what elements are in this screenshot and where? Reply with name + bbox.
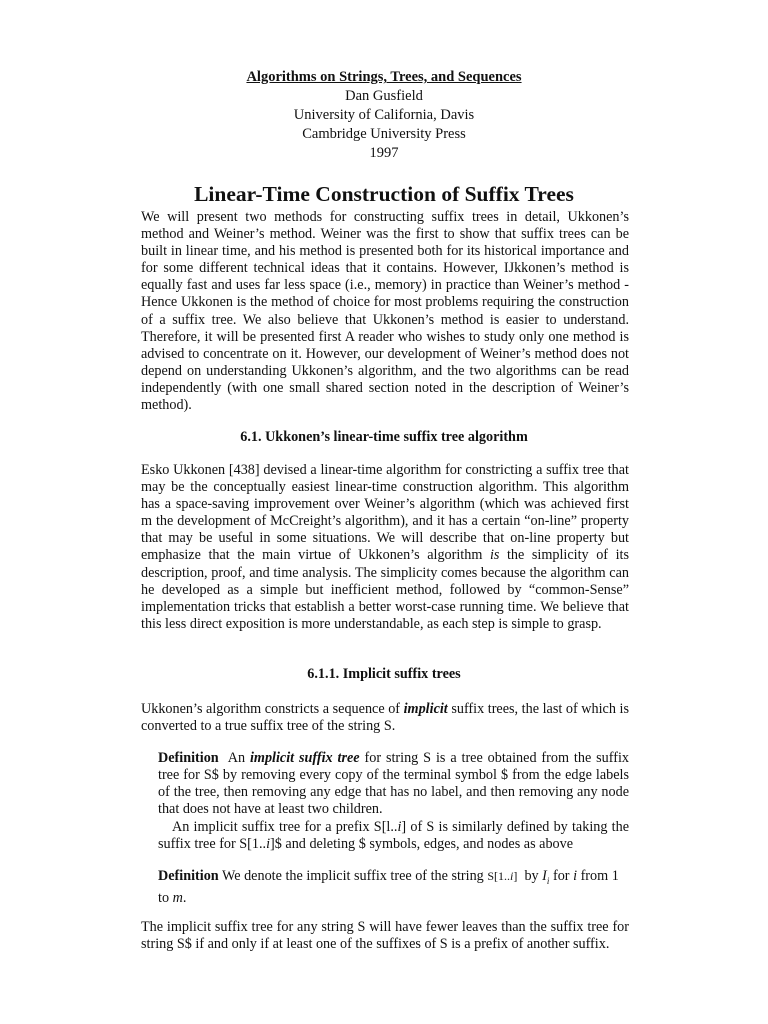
prefix-notation-close: ] (513, 869, 518, 883)
publication-year: 1997 (369, 145, 399, 161)
implicit-intro-paragraph (141, 701, 629, 735)
section-heading-6-1-1: 6.1.1. Implicit suffix trees (307, 666, 461, 682)
prefix-notation (487, 869, 517, 883)
notation-text: We denote the implicit suffix tree of the string (218, 868, 488, 884)
definition-implicit-suffix-tree (158, 750, 629, 818)
book-header (0, 68, 768, 163)
closing-paragraph: The implicit suffix tree for any string S will have fewer leaves than the suffix tree for string S$ if and only if at least one of the suffixes of S is a prefix of another suffix. (141, 919, 629, 953)
definition-text-body: for string S is a tree obtained from the suffix tree for S$ by removing every copy of the terminal symbol $ from the edge labels of the tree, then removing any edge that has no label, and then removing any node that does not have at least two children. (158, 750, 629, 818)
tree-symbol-letter: I (542, 868, 547, 884)
prefix-notation-start: S[1.. (487, 869, 510, 883)
ukkonen-paragraph (141, 462, 629, 633)
definition-notation (158, 868, 629, 907)
notation-for: for (549, 868, 574, 884)
book-title: Algorithms on Strings, Trees, and Sequences (246, 69, 522, 85)
intro-paragraph: We will present two methods for constructing suffix trees in detail, Ukkonen’s method and Weiner’s method. Weiner was the first to show that suffix trees can be built in linear time, and his method is presented both for its historical importance and for some different technical ideas that it contains. However, IJkkonen’s method is equally fast and uses far less space (i.e., memory) in practice than Weiner’s method - Hence Ukkonen is the method of choice for most problems requiring the construction of a suffix tree. We also believe that Ukkonen’s method is easier to understand. Therefore, it will be presented first A reader who wishes to study only one method is advised to concentrate on it. However, our development of Weiner’s method does not depend on understanding Ukkonen’s algorithm, and the two algorithms can be read independently (with one small shared section noted in the description of Weiner’s method). (141, 209, 629, 414)
notation-from: from 1 to (158, 868, 619, 906)
var-i: i (573, 868, 578, 884)
definition-text: An (218, 750, 250, 766)
var-m: m (172, 889, 183, 906)
affiliation: University of California, Davis (293, 107, 475, 123)
notation-by: by (517, 868, 543, 884)
var-i: i (397, 819, 402, 835)
publisher: Cambridge University Press (302, 126, 466, 142)
chapter-title: Linear-Time Construction of Suffix Trees (194, 182, 574, 206)
ukkonen-text-part2: the simplicity of its description, proof, and time analysis. The simplicity comes because the algorithm can he developed as a simple but inefficient method, followed by “common-Sense” implementation tricks that establish a better worst-case running time. We believe that this less direct exposition is more understandable, as each step is simple to grasp. (141, 547, 629, 632)
is-emphasis: is (489, 547, 500, 564)
implicit-emphasis: implicit (403, 701, 448, 717)
prefix-text-2: ] of S is similarly defined by taking the suffix tree for S[1.. (158, 819, 630, 853)
tree-subscript: i (546, 875, 550, 886)
section-heading-6-1: 6.1. Ukkonen’s linear-time suffix tree algorithm (240, 429, 528, 445)
implicit-intro-text: Ukkonen’s algorithm constricts a sequence of (141, 701, 404, 717)
definition-label: Definition (158, 750, 219, 766)
definition-prefix-paragraph (158, 819, 629, 853)
var-i: i (510, 869, 514, 883)
definition-label: Definition (158, 868, 219, 884)
notation-period: . (182, 889, 187, 906)
var-i: i (266, 836, 271, 853)
prefix-text-3: ]$ and deleting $ symbols, edges, and nodes as above (270, 836, 574, 853)
implicit-intro-text-end: suffix trees, the last of which is converted to a true suffix tree of the string S. (141, 701, 629, 735)
defined-term: implicit suffix tree (249, 750, 360, 766)
author-name: Dan Gusfield (345, 88, 423, 104)
ukkonen-text-part1: Esko Ukkonen [438] devised a linear-time algorithm for constricting a suffix tree that may be the conceptually easiest linear-time construction algorithm. This algorithm has a space-saving improvement over Weiner’s algorithm (which was achieved first m the development of McCreight’s algorithm), and it has a certain “on-line” property that may be useful in some situations. We will describe that on-line property but emphasize that the main virtue of Ukkonen’s algorithm (141, 462, 629, 564)
prefix-text-1: An implicit suffix tree for a prefix S[l.. (172, 819, 398, 835)
